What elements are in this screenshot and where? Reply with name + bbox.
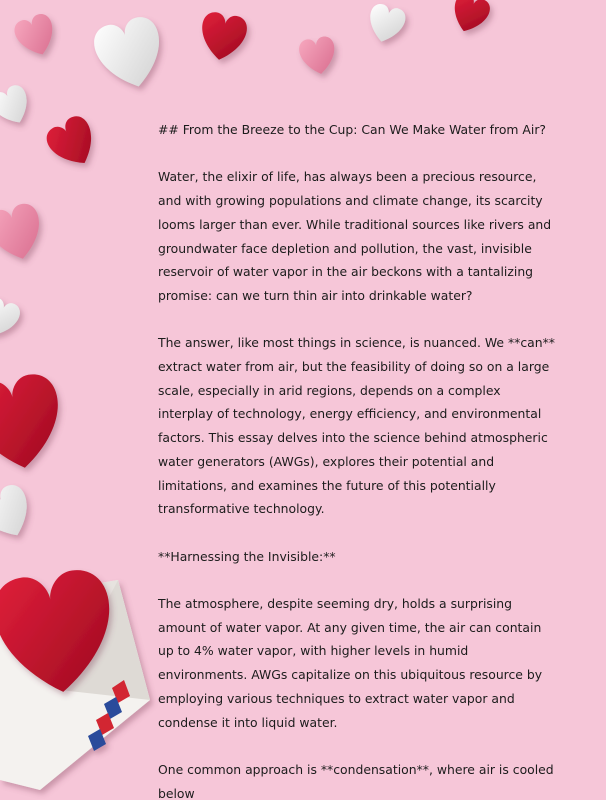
essay-paragraph-answer: The answer, like most things in science, is nuanced. We **can** extract water from air, but the feasibility of doing so on a large scale, especially in arid regions, depends on a complex interplay of technology, energy efficiency, and environmental factors. This essay delves into the science behind atmospheric water generators (AWGs), explores their potential and limitations, and examines the future of this potentially transformative technology.: [158, 335, 555, 517]
heart-decoration: [0, 481, 39, 545]
essay-paragraph-condensation: One common approach is **condensation**, where air is cooled below: [158, 761, 554, 800]
section-heading-harnessing: **Harnessing the Invisible:**: [158, 548, 336, 564]
heart-decoration: [90, 13, 170, 95]
heart-decoration: [0, 82, 36, 130]
essay-paragraph-intro: Water, the elixir of life, has always been a precious resource, and with growing populations and climate change, its scarcity looms larger than ever. While traditional sources like rivers and groundwater face depletion and pollution, the vast, invisible reservoir of water vapor in the air beckons with a tantalizing promise: can we turn thin air into drinkable water?: [158, 169, 552, 303]
heart-decoration: [197, 10, 249, 63]
essay-heading: ## From the Breeze to the Cup: Can We Make Water from Air?: [158, 122, 547, 137]
heart-decoration: [297, 35, 338, 77]
essay-paragraph-atmosphere: The atmosphere, despite seeming dry, holds a surprising amount of water vapor. At any given time, the air can contain up to 4% water vapor, with higher levels in humid environments. AWGs capitalize on this ubiquitous resource by employing various techniques to extract water vapor and condense it into liquid water.: [158, 596, 543, 730]
heart-decoration: [42, 112, 104, 174]
heart-decoration: [447, 0, 493, 37]
essay-body: [158, 118, 558, 800]
heart-decoration: [11, 11, 60, 61]
heart-decoration: [0, 295, 23, 341]
heart-decoration: [0, 371, 68, 476]
heart-decoration: [364, 2, 407, 46]
heart-decoration: [0, 201, 48, 266]
